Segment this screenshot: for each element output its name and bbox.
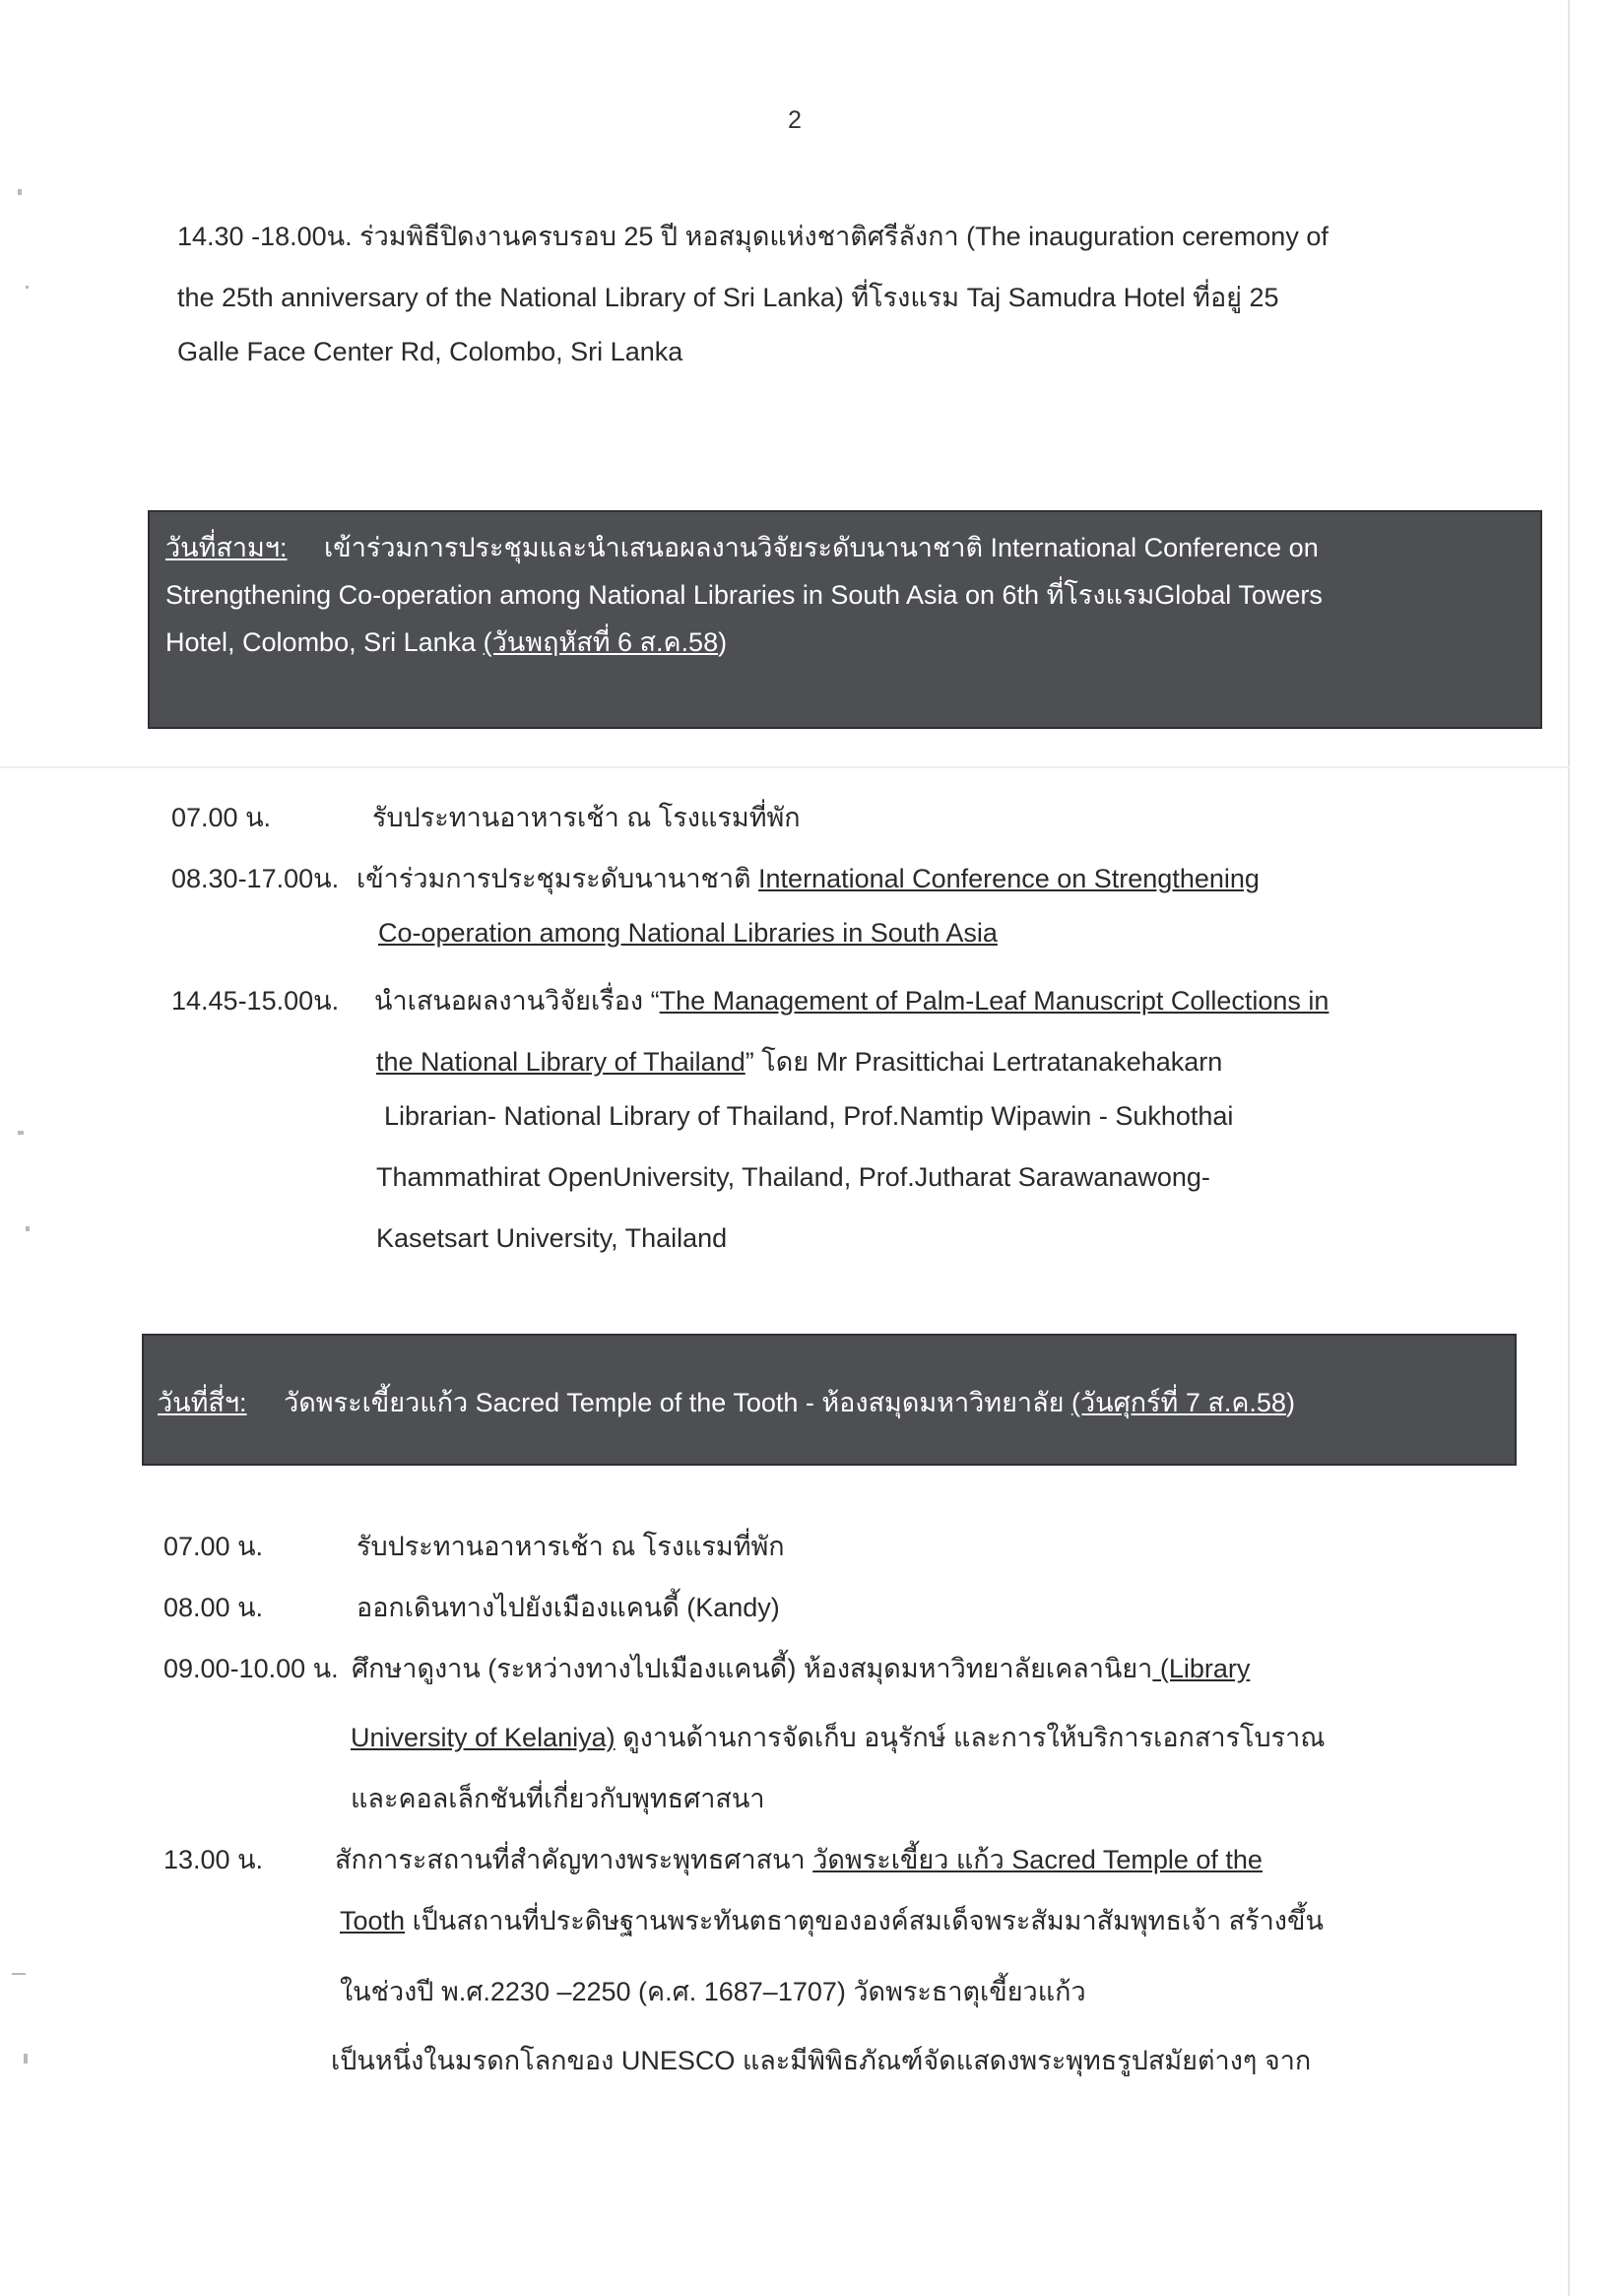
schedule-text: ในช่วงปี พ.ศ.2230 –2250 (ค.ศ. 1687–1707) วัดพระธาตุเขี้ยวแก้ว: [340, 1977, 1086, 2006]
schedule-text: และคอลเล็กชันที่เกี่ยวกับพุทธศาสนา: [351, 1784, 765, 1813]
conference-link[interactable]: International Conference on Strengthening: [758, 864, 1260, 893]
day3-banner-line: Strengthening Co-operation among National Libraries in South Asia on 6th ที่โรงแรมGlobal Towers: [165, 580, 1323, 610]
day4-date: (วันศุกร์ที่ 7 ส.ค.58: [1070, 1388, 1286, 1417]
schedule-text: [357, 857, 1260, 899]
schedule-text: [376, 1040, 1222, 1082]
schedule-prefix: สักการะสถานที่สำคัญทางพระพุทธศาสนา: [335, 1845, 813, 1874]
page-edge: [1568, 0, 1570, 2296]
presenter-text: ” โดย Mr Prasittichai Lertratanakehakarn: [745, 1047, 1223, 1077]
conference-link[interactable]: Co-operation among National Libraries in South Asia: [378, 918, 998, 948]
library-link[interactable]: (Library: [1152, 1654, 1251, 1683]
schedule-text: Librarian- National Library of Thailand, Prof.Namtip Wipawin - Sukhothai: [384, 1101, 1234, 1131]
schedule-time: 13.00 น.: [163, 1845, 264, 1874]
day4-title: วัดพระเขี้ยวแก้ว Sacred Temple of the Tooth - ห้องสมุดมหาวิทยาลัย: [284, 1388, 1071, 1417]
schedule-time: 09.00-10.00 น.: [163, 1654, 339, 1683]
day3-location: Hotel, Colombo, Sri Lanka: [165, 627, 484, 657]
intro-line: Galle Face Center Rd, Colombo, Sri Lanka: [177, 337, 683, 366]
page-number: 2: [788, 106, 802, 134]
day4-banner: [142, 1334, 1517, 1466]
schedule-text: เป็นหนึ่งในมรดกโลกของ UNESCO และมีพิพิธภัณฑ์จัดแสดงพระพุทธรูปสมัยต่างๆ จาก: [331, 2046, 1312, 2075]
day3-date-close: ): [718, 627, 728, 657]
scan-speck: [26, 286, 29, 289]
temple-link[interactable]: วัดพระเขี้ยว แก้ว Sacred Temple of the: [812, 1845, 1263, 1874]
schedule-time: 14.45-15.00น.: [171, 986, 340, 1016]
day4-banner-line: [158, 1381, 1295, 1423]
schedule-time: 08.00 น.: [163, 1593, 264, 1622]
scan-speck: [18, 189, 22, 195]
schedule-text: รับประทานอาหารเช้า ณ โรงแรมที่พัก: [372, 803, 801, 832]
schedule-text: [335, 1838, 1263, 1880]
scan-speck: [26, 1226, 30, 1231]
scan-artifact-line: [0, 766, 1570, 768]
scan-speck: [12, 1973, 26, 1975]
day3-banner-line: [165, 526, 1319, 568]
schedule-detail: ดูงานด้านการจัดเก็บ อนุรักษ์ และการให้บริการเอกสารโบราณ: [615, 1723, 1326, 1752]
day3-banner: [148, 510, 1542, 729]
scan-speck: [24, 2054, 28, 2064]
schedule-text: [352, 1647, 1250, 1689]
schedule-prefix: เข้าร่วมการประชุมระดับนานาชาติ: [357, 864, 759, 893]
schedule-prefix: นำเสนอผลงานวิจัยเรื่อง “: [374, 986, 660, 1016]
day3-date: (วันพฤหัสที่ 6 ส.ค.58: [483, 627, 719, 657]
schedule-time: 08.30-17.00น.: [171, 864, 340, 893]
day4-date-close: ): [1285, 1388, 1295, 1417]
scan-speck: [18, 1131, 24, 1135]
library-link[interactable]: University of Kelaniya): [351, 1723, 616, 1752]
schedule-prefix: ศึกษาดูงาน (ระหว่างทางไปเมืองแคนดี้) ห้องสมุดมหาวิทยาลัยเคลานิยา: [352, 1654, 1153, 1683]
day3-label: วันที่สามฯ:: [165, 533, 288, 562]
day4-label: วันที่สี่ฯ:: [158, 1388, 247, 1417]
intro-line: 14.30 -18.00น. ร่วมพิธีปิดงานครบรอบ 25 ปี หอสมุดแห่งชาติศรีลังกา (The inauguration ceremony of: [177, 222, 1329, 251]
schedule-time: 07.00 น.: [171, 803, 272, 832]
schedule-text: [340, 1899, 1324, 1941]
schedule-text: Kasetsart University, Thailand: [376, 1223, 728, 1253]
schedule-text: [374, 979, 1329, 1021]
schedule-text: รับประทานอาหารเช้า ณ โรงแรมที่พัก: [357, 1532, 785, 1561]
day3-banner-line: [165, 621, 727, 663]
schedule-detail: เป็นสถานที่ประดิษฐานพระทันตธาตุขององค์สมเด็จพระสัมมาสัมพุทธเจ้า สร้างขึ้น: [405, 1906, 1324, 1935]
schedule-text: Thammathirat OpenUniversity, Thailand, Prof.Jutharat Sarawanawong-: [376, 1162, 1210, 1192]
schedule-time: 07.00 น.: [163, 1532, 264, 1561]
research-title: The Management of Palm-Leaf Manuscript Collections in: [659, 986, 1329, 1016]
schedule-text: [351, 1716, 1325, 1758]
day3-title: เข้าร่วมการประชุมและนำเสนอผลงานวิจัยระดับนานาชาติ International Conference on: [324, 533, 1319, 562]
schedule-text: ออกเดินทางไปยังเมืองแคนดี้ (Kandy): [357, 1593, 780, 1622]
schedule-text: [378, 918, 998, 949]
intro-line: the 25th anniversary of the National Library of Sri Lanka) ที่โรงแรม Taj Samudra Hotel ที่อยู่ 25: [177, 283, 1279, 312]
temple-link[interactable]: Tooth: [340, 1906, 406, 1935]
research-title: the National Library of Thailand: [376, 1047, 746, 1077]
